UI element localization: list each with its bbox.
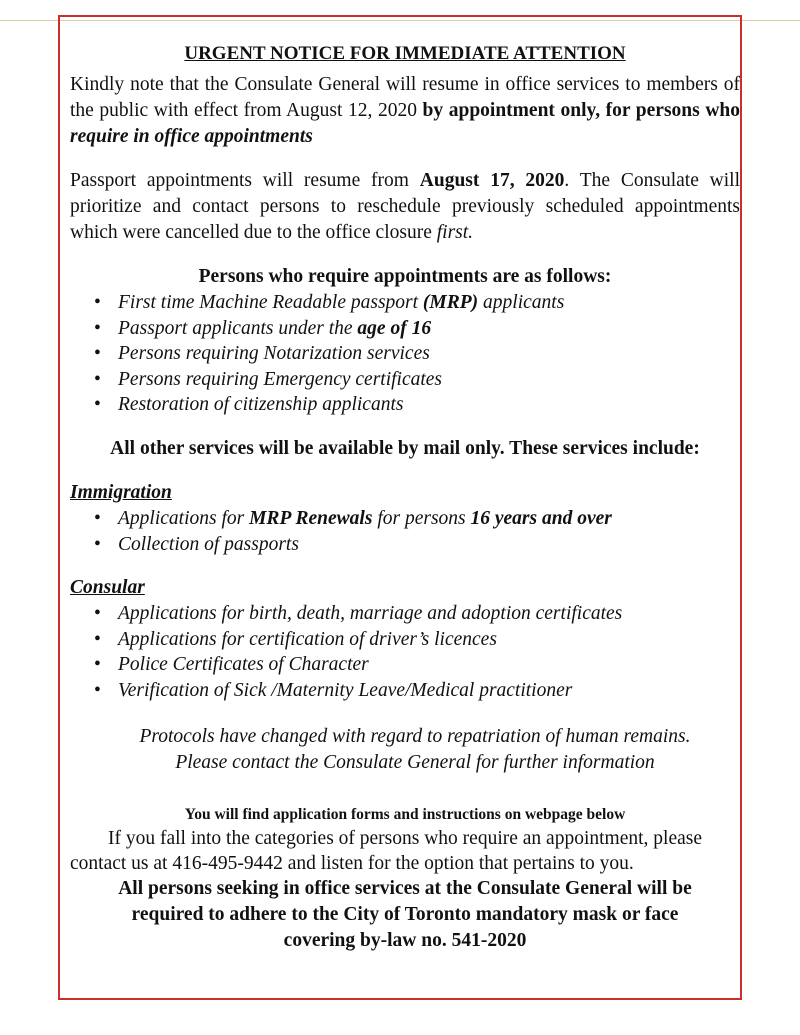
notice-content: [70, 42, 740, 954]
contact-paragraph: If you fall into the categories of persons who require an appointment, please contact us at 416-495-9442 and listen for the option that pertains to you.: [70, 827, 703, 874]
consular-heading: Consular: [70, 577, 145, 599]
list-item: • Police Certificates of Character: [118, 652, 740, 678]
appointments-heading: Persons who require appointments are as follows:: [198, 266, 612, 287]
list-item: • First time Machine Readable passport (MRP) applicants: [118, 290, 740, 316]
passport-paragraph: Passport appointments will resume from August 17, 2020. The Consulate will prioritize and contact persons to reschedule previously scheduled appointments which were cancelled due to the office closure first.: [70, 170, 740, 243]
list-item: • Applications for certification of driver’s licences: [118, 627, 740, 653]
list-item: • Applications for MRP Renewals for persons 16 years and over: [118, 506, 740, 532]
notice-title: URGENT NOTICE FOR IMMEDIATE ATTENTION: [184, 43, 626, 64]
consular-list: [70, 601, 740, 703]
list-item: • Restoration of citizenship applicants: [118, 392, 740, 418]
list-item: • Collection of passports: [118, 532, 740, 558]
list-item: • Persons requiring Notarization services: [118, 341, 740, 367]
list-item: • Persons requiring Emergency certificates: [118, 367, 740, 393]
immigration-list: [70, 506, 740, 557]
list-item: • Passport applicants under the age of 16: [118, 316, 740, 342]
mail-services-heading: All other services will be available by mail only. These services include:: [110, 437, 700, 459]
mask-notice: All persons seeking in office services at the Consulate General will be required to adhere to the City of Toronto mandatory mask or face covering by-law no. 541-2020: [118, 877, 692, 951]
list-item: • Verification of Sick /Maternity Leave/Medical practitioner: [118, 678, 740, 704]
protocols-note: Protocols have changed with regard to repatriation of human remains. Please contact the Consulate General for further information: [139, 725, 691, 773]
forms-note: You will find application forms and instructions on webpage below: [184, 805, 626, 823]
list-item: • Applications for birth, death, marriage and adoption certificates: [118, 601, 740, 627]
appointments-list: [70, 290, 740, 418]
resume-paragraph: Kindly note that the Consulate General will resume in office services to members of the public with effect from August 12, 2020 by appointment only, for persons who require in office appointments: [70, 74, 741, 147]
immigration-heading: Immigration: [70, 481, 172, 503]
